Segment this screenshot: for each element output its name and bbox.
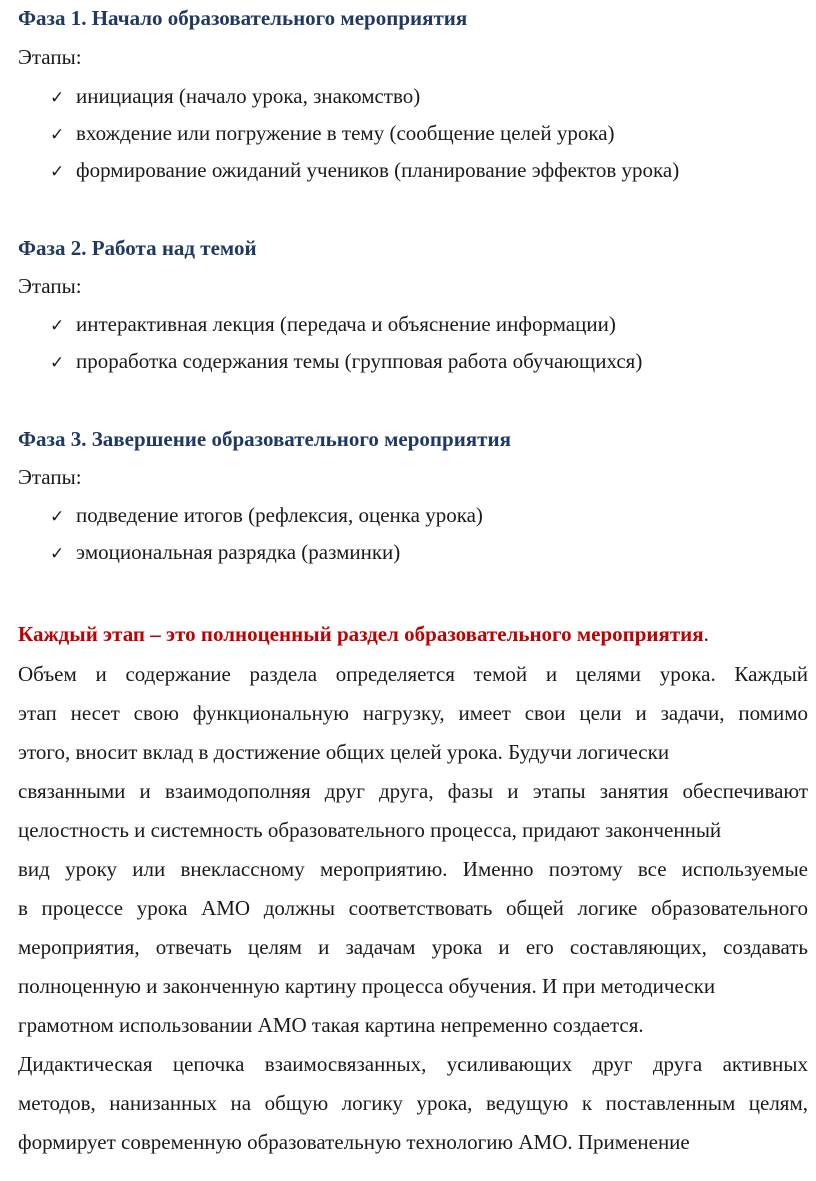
paragraph-line-4: связанными и взаимодополняя друг друга, фазы и этапы занятия обеспечивают xyxy=(18,779,808,803)
checkmark-icon: ✓ xyxy=(50,316,65,336)
paragraph-line-6: вид уроку или внеклассному мероприятию. Именно поэтому все используемые xyxy=(18,857,808,881)
phase-3-title: Фаза 3. Завершение образовательного мероприятия xyxy=(18,427,511,451)
phase-2-stages-label: Этапы: xyxy=(18,274,82,298)
checkmark-icon: ✓ xyxy=(50,507,65,527)
key-statement xyxy=(18,622,709,647)
phase-1-title: Фаза 1. Начало образовательного мероприятия xyxy=(18,6,468,30)
paragraph-line-7: в процессе урока АМО должны соответствовать общей логике образовательного xyxy=(18,896,808,920)
paragraph-line-9: полноценную и законченную картину процесса обучения. И при методически xyxy=(18,974,716,998)
phase-2-item-2: ✓ проработка содержания темы (групповая работа обучающихся) xyxy=(50,349,643,373)
checkmark-icon: ✓ xyxy=(50,544,65,564)
paragraph-line-3: этого, вносит вклад в достижение общих целей урока. Будучи логически xyxy=(18,740,670,764)
key-statement-period: . xyxy=(703,622,709,646)
paragraph-line-12: методов, нанизанных на общую логику урока, ведущую к поставленным целям, xyxy=(18,1091,808,1115)
checkmark-icon: ✓ xyxy=(50,353,65,373)
checkmark-icon: ✓ xyxy=(50,88,65,108)
phase-1-item-2: ✓ вхождение или погружение в тему (сообщение целей урока) xyxy=(50,121,615,145)
phase-1-stages-label: Этапы: xyxy=(18,45,82,69)
phase-3-item-1: ✓ подведение итогов (рефлексия, оценка урока) xyxy=(50,503,483,527)
phase-3-stages-label: Этапы: xyxy=(18,465,82,489)
paragraph-line-2: этап несет свою функциональную нагрузку, имеет свои цели и задачи, помимо xyxy=(18,701,808,725)
phase-1-item-1: ✓ инициация (начало урока, знакомство) xyxy=(50,84,421,108)
phase-1-item-3: ✓ формирование ожиданий учеников (планирование эффектов урока) xyxy=(50,158,680,182)
paragraph-line-11: Дидактическая цепочка взаимосвязанных, усиливающих друг друга активных xyxy=(18,1052,808,1076)
key-statement-emphasis: Каждый этап – это полноценный раздел образовательного мероприятия xyxy=(18,622,704,646)
phase-2-item-1: ✓ интерактивная лекция (передача и объяснение информации) xyxy=(50,312,616,336)
checkmark-icon: ✓ xyxy=(50,162,65,182)
paragraph-line-1: Объем и содержание раздела определяется темой и целями урока. Каждый xyxy=(18,662,808,686)
paragraph-line-13: формирует современную образовательную технологию АМО. Применение xyxy=(18,1130,690,1154)
checkmark-icon: ✓ xyxy=(50,125,65,145)
paragraph-line-10: грамотном использовании АМО такая картина непременно создается. xyxy=(18,1013,644,1037)
phase-3-item-2: ✓ эмоциональная разрядка (разминки) xyxy=(50,540,401,564)
paragraph-line-8: мероприятия, отвечать целям и задачам урока и его составляющих, создавать xyxy=(18,935,808,959)
phase-2-title: Фаза 2. Работа над темой xyxy=(18,236,257,260)
paragraph-line-5: целостность и системность образовательного процесса, придают законченный xyxy=(18,818,722,842)
